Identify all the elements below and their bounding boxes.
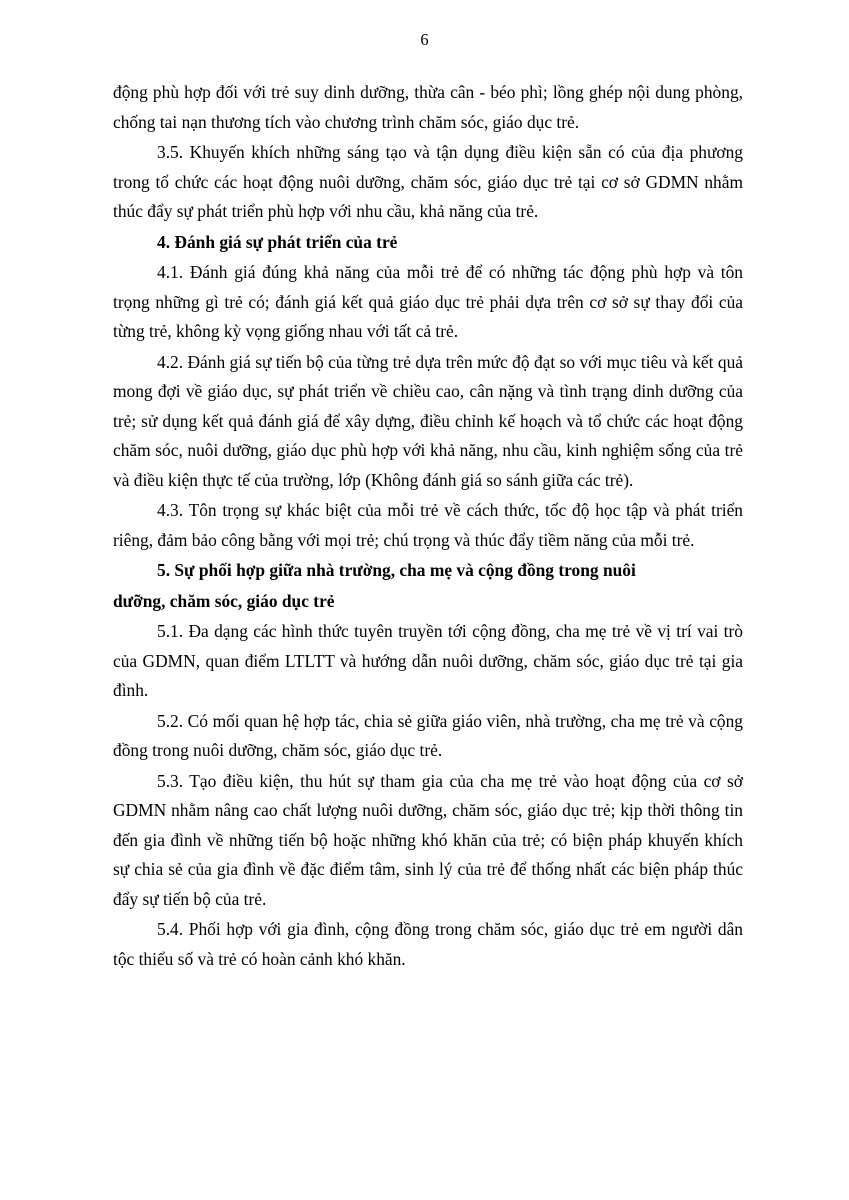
page-number: 6: [420, 30, 429, 49]
paragraph-4-2: 4.2. Đánh giá sự tiến bộ của từng trẻ dựa trên mức độ đạt so với mục tiêu và kết quả mong đợi về giáo dục, sự phát triển về chiều cao, cân nặng và tình trạng dinh dưỡng của trẻ; sử dụng kết quả đánh giá để xây dựng, điều chỉnh kế hoạch và tổ chức các hoạt động chăm sóc, nuôi dưỡng, giáo dục phù hợp với khả năng, nhu cầu, kinh nghiệm sống của trẻ và điều kiện thực tế của trường, lớp (Không đánh giá so sánh giữa các trẻ).: [113, 351, 743, 490]
heading-section-5-continuation: dưỡng, chăm sóc, giáo dục trẻ: [113, 590, 335, 611]
paragraph-5-4: 5.4. Phối hợp với gia đình, cộng đồng trong chăm sóc, giáo dục trẻ em người dân tộc thiểu số và trẻ có hoàn cảnh khó khăn.: [113, 919, 743, 969]
paragraph-5-1: 5.1. Đa dạng các hình thức tuyên truyền tới cộng đồng, cha mẹ trẻ về vị trí vai trò của GDMN, quan điểm LTLTT và hướng dẫn nuôi dưỡng, chăm sóc, giáo dục trẻ tại gia đình.: [113, 621, 743, 700]
paragraph-5-2: 5.2. Có mối quan hệ hợp tác, chia sẻ giữa giáo viên, nhà trường, cha mẹ trẻ và cộng đồng trong nuôi dưỡng, chăm sóc, giáo dục trẻ.: [113, 710, 743, 760]
heading-section-4: 4. Đánh giá sự phát triển của trẻ: [157, 231, 398, 252]
paragraph-3-5: 3.5. Khuyến khích những sáng tạo và tận dụng điều kiện sẵn có của địa phương trong tổ chức các hoạt động nuôi dưỡng, chăm sóc, giáo dục trẻ tại cơ sở GDMN nhằm thúc đẩy sự phát triển phù hợp với nhu cầu, khả năng của trẻ.: [113, 142, 743, 221]
document-body: [113, 78, 743, 975]
paragraph-4-3: 4.3. Tôn trọng sự khác biệt của mỗi trẻ về cách thức, tốc độ học tập và phát triển riêng, đảm bảo công bằng với mọi trẻ; chú trọng và thúc đẩy tiềm năng của mỗi trẻ.: [113, 500, 743, 550]
paragraph-4-1: 4.1. Đánh giá đúng khả năng của mỗi trẻ để có những tác động phù hợp và tôn trọng những gì trẻ có; đánh giá kết quả giáo dục trẻ phải dựa trên cơ sở sự thay đổi của từng trẻ, không kỳ vọng giống nhau với tất cả trẻ.: [113, 262, 743, 341]
paragraph-5-3: 5.3. Tạo điều kiện, thu hút sự tham gia của cha mẹ trẻ vào hoạt động của cơ sở GDMN nhằm nâng cao chất lượng nuôi dưỡng, chăm sóc, giáo dục trẻ; kịp thời thông tin đến gia đình về những tiến bộ hoặc những khó khăn của trẻ; có biện pháp khuyến khích sự chia sẻ của gia đình về đặc điểm tâm, sinh lý của trẻ để thống nhất các biện pháp thúc đẩy sự tiến bộ của trẻ.: [113, 770, 743, 909]
paragraph-continuation: động phù hợp đối với trẻ suy dinh dưỡng, thừa cân - béo phì; lồng ghép nội dung phòng, chống tai nạn thương tích vào chương trình chăm sóc, giáo dục trẻ.: [113, 82, 743, 132]
heading-section-5: 5. Sự phối hợp giữa nhà trường, cha mẹ và cộng đồng trong nuôi: [157, 560, 636, 580]
